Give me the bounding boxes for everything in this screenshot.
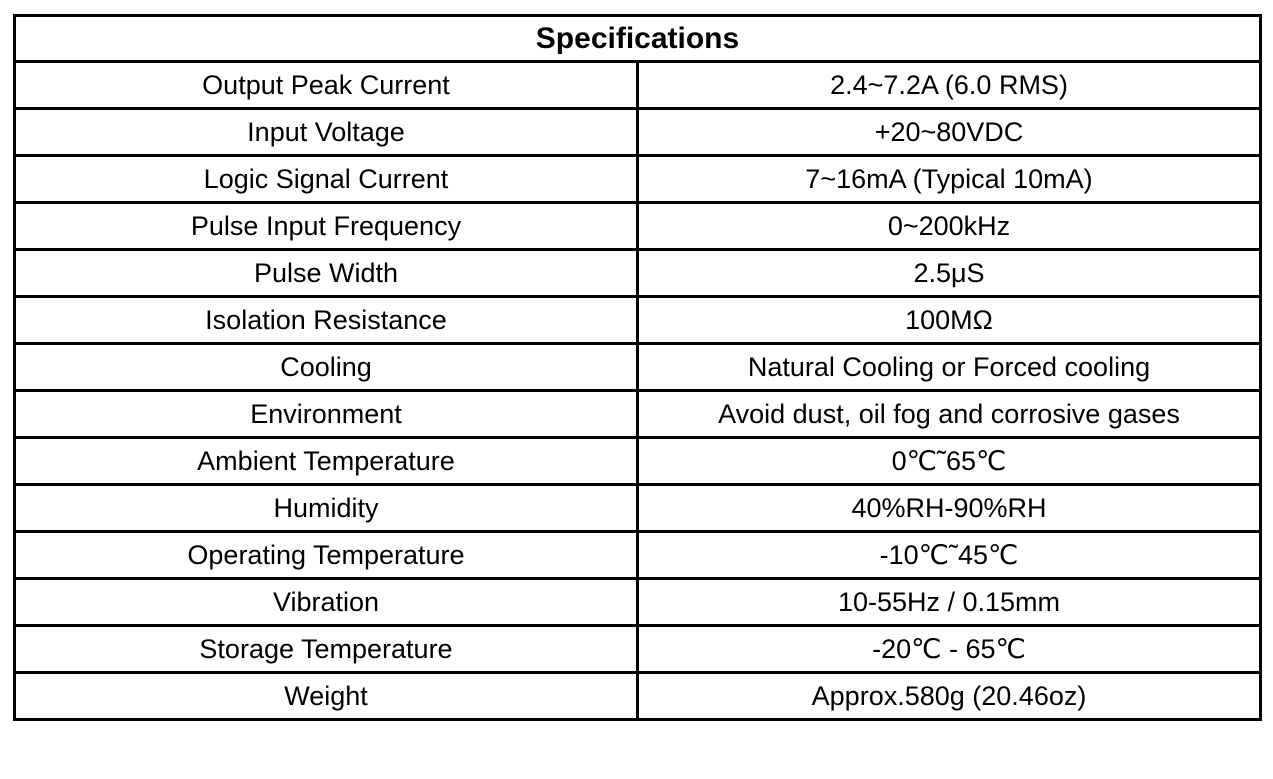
spec-label: Isolation Resistance [15, 297, 638, 344]
spec-value: -20℃ - 65℃ [638, 626, 1261, 673]
spec-label: Ambient Temperature [15, 438, 638, 485]
table-row [15, 532, 1261, 579]
spec-label: Weight [15, 673, 638, 720]
spec-value: Approx.580g (20.46oz) [638, 673, 1261, 720]
table-title: Specifications [15, 16, 1261, 62]
table-row [15, 297, 1261, 344]
spec-value: Avoid dust, oil fog and corrosive gases [638, 391, 1261, 438]
spec-label: Operating Temperature [15, 532, 638, 579]
table-row [15, 109, 1261, 156]
spec-value: 10-55Hz / 0.15mm [638, 579, 1261, 626]
spec-value: Natural Cooling or Forced cooling [638, 344, 1261, 391]
table-row [15, 438, 1261, 485]
table-row [15, 344, 1261, 391]
table-row [15, 673, 1261, 720]
spec-label: Environment [15, 391, 638, 438]
spec-value: -10℃˜45℃ [638, 532, 1261, 579]
spec-value: 40%RH-90%RH [638, 485, 1261, 532]
spec-value: 0℃˜65℃ [638, 438, 1261, 485]
spec-value: 2.5μS [638, 250, 1261, 297]
spec-label: Logic Signal Current [15, 156, 638, 203]
spec-label: Storage Temperature [15, 626, 638, 673]
spec-label: Vibration [15, 579, 638, 626]
table-row [15, 250, 1261, 297]
spec-label: Input Voltage [15, 109, 638, 156]
spec-value: +20~80VDC [638, 109, 1261, 156]
spec-value: 7~16mA (Typical 10mA) [638, 156, 1261, 203]
spec-value: 0~200kHz [638, 203, 1261, 250]
table-row [15, 579, 1261, 626]
table-row [15, 485, 1261, 532]
spec-label: Humidity [15, 485, 638, 532]
table-row [15, 62, 1261, 109]
table-row [15, 626, 1261, 673]
spec-value: 2.4~7.2A (6.0 RMS) [638, 62, 1261, 109]
spec-label: Pulse Input Frequency [15, 203, 638, 250]
specifications-table [13, 14, 1262, 721]
table-row [15, 203, 1261, 250]
table-header-row [15, 16, 1261, 62]
spec-label: Output Peak Current [15, 62, 638, 109]
table-row [15, 391, 1261, 438]
spec-value: 100MΩ [638, 297, 1261, 344]
table-row [15, 156, 1261, 203]
spec-label: Pulse Width [15, 250, 638, 297]
spec-label: Cooling [15, 344, 638, 391]
